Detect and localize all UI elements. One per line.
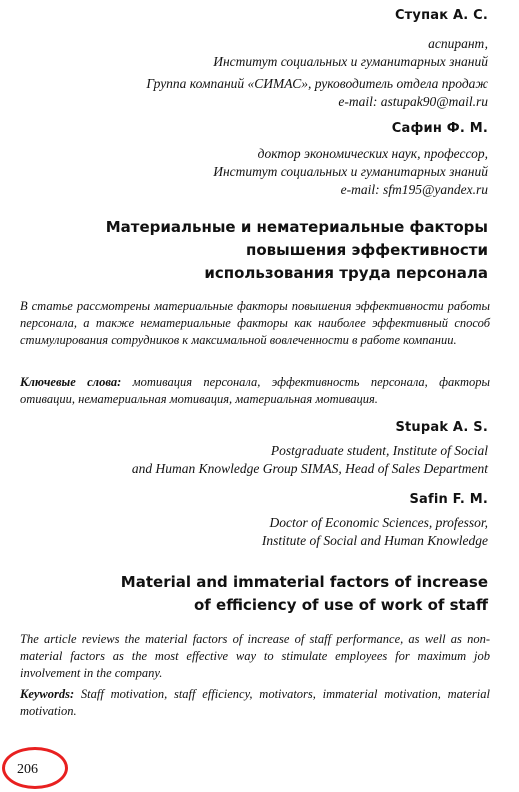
affiliation-line: and Human Knowledge Group SIMAS, Head of Sales Department (131, 461, 488, 476)
affiliation-line: e-mail: sfm195@yandex.ru (340, 182, 488, 197)
affiliation-line: Институт социальных и гуманитарных знаний (213, 54, 488, 69)
author-ru-2-name: Сафин Ф. М. (391, 121, 488, 136)
affiliation-line: Postgraduate student, Institute of Social (270, 443, 488, 458)
title-en (121, 571, 488, 617)
affiliation-line: Doctor of Economic Sciences, professor, (269, 515, 488, 530)
title-line: of efficiency of use of work of staff (193, 596, 488, 614)
affiliation-line: Institute of Social and Human Knowledge (261, 533, 488, 548)
affiliation-line: e-mail: astupak90@mail.ru (338, 94, 488, 109)
affiliation-line: Институт социальных и гуманитарных знаний (213, 164, 488, 179)
author-en-1-affiliation (132, 442, 488, 478)
abstract-ru: В статье рассмотрены материальные факторы повышения эффективности работы персонала, а также нематериальные факторы как наиболее эффективный способ стимулирования сотрудников к максимальной вовлеченности в работе компании. (20, 299, 490, 347)
author-ru-1-name: Ступак А. С. (394, 8, 488, 23)
title-line: использования труда персонала (204, 264, 488, 282)
keywords-en (20, 686, 490, 720)
author-en-1-name: Stupak A. S. (395, 420, 488, 435)
author-ru-2-affiliation (213, 145, 488, 199)
title-line: Материальные и нематериальные факторы (105, 218, 488, 236)
abstract-en: The article reviews the material factors of increase of staff performance, as well as non-material factors as the most effective way to stimulate employees for maximum job involvement in the company. (20, 632, 490, 680)
page-number: 206 (17, 762, 38, 777)
keywords-label: Ключевые слова: (20, 375, 122, 389)
keywords-label: Keywords: (20, 687, 75, 701)
keywords-text: Staff motivation, staff efficiency, motivators, immaterial motivation, material motivation. (20, 687, 490, 718)
affiliation-line: Группа компаний «СИМАС», руководитель отдела продаж (146, 76, 488, 91)
title-line: повышения эффективности (245, 241, 488, 259)
keywords-text: мотивация персонала, эффективность персонала, факторы отивации, нематериальная мотивация, материальная мотивация. (20, 375, 490, 406)
author-ru-1-affiliation (146, 35, 488, 111)
affiliation-line: доктор экономических наук, профессор, (257, 146, 488, 161)
title-line: Material and immaterial factors of increase (120, 573, 488, 591)
author-en-2-name: Safin F. M. (409, 492, 488, 507)
affiliation-line: аспирант, (428, 36, 488, 51)
author-en-2-affiliation (262, 514, 488, 550)
highlight-circle (2, 747, 68, 789)
title-ru (106, 216, 488, 285)
keywords-ru (20, 374, 490, 408)
